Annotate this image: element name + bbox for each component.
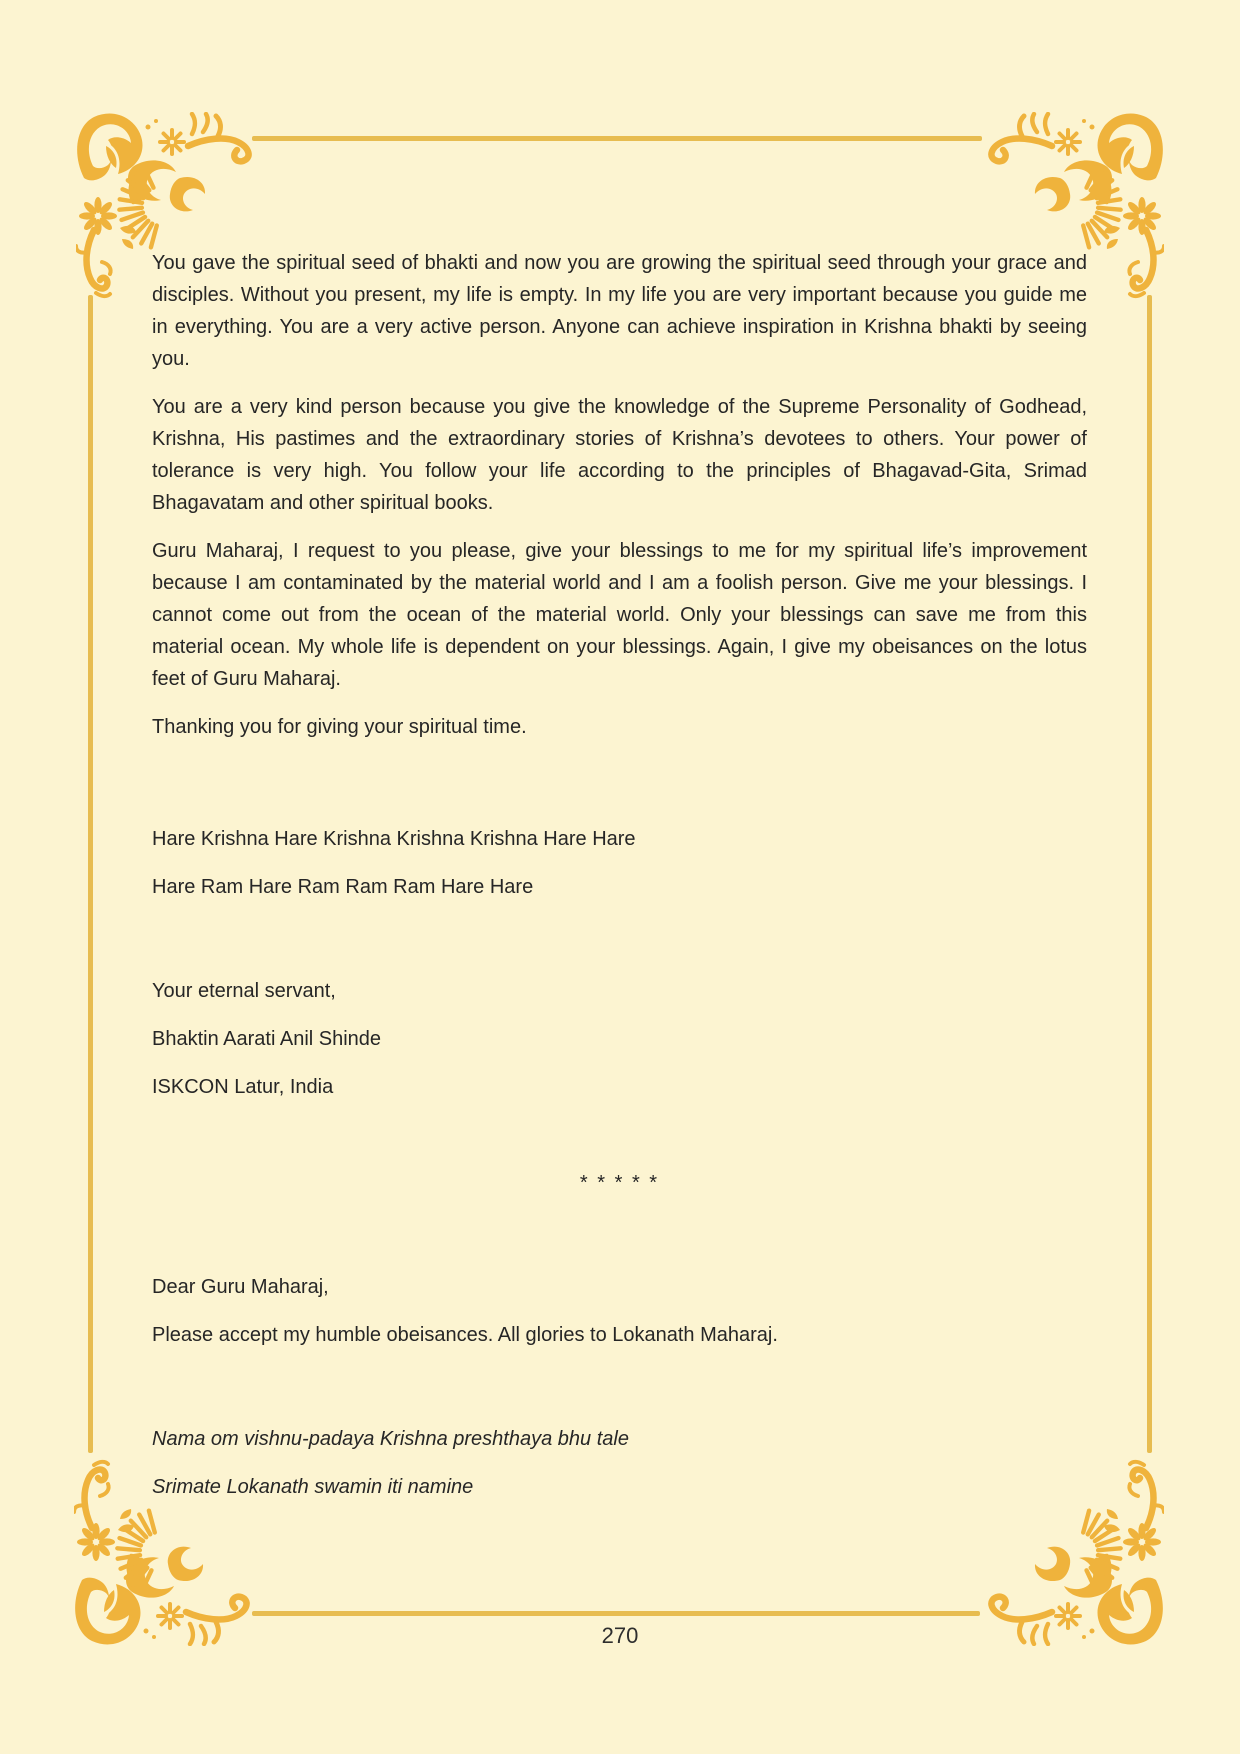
- spacer: [152, 1215, 1087, 1271]
- border-line-right: [1147, 295, 1152, 1453]
- letter-content: [152, 247, 1087, 1519]
- letter-paragraph: You gave the spiritual seed of bhakti and now you are growing the spiritual seed through your grace and disciples. Without you present, my life is empty. In my life you are very important because you guide me in everything. You are a very active person. Anyone can achieve inspiration in Krishna bhakti by seeing you.: [152, 252, 1087, 370]
- salutation: Dear Guru Maharaj,: [152, 1276, 329, 1298]
- spacer: [152, 1367, 1087, 1423]
- border-line-top: [252, 136, 982, 141]
- obeisance-line: Please accept my humble obeisances. All glories to Lokanath Maharaj.: [152, 1324, 778, 1346]
- letter-paragraph: Guru Maharaj, I request to you please, give your blessings to me for my spiritual life’s improvement because I am contaminated by the material world and I am a foolish person. Give me your blessings. I cannot come out from the ocean of the material world. Only your blessings can save me from this material ocean. My whole life is dependent on your blessings. Again, I give my obeisances on the lotus feet of Guru Maharaj.: [152, 540, 1087, 690]
- border-line-left: [88, 295, 93, 1453]
- signoff-location: ISKCON Latur, India: [152, 1076, 334, 1098]
- pranam-mantra-line: Srimate Lokanath swamin iti namine: [152, 1476, 474, 1498]
- page-number: 270: [601, 1623, 639, 1648]
- signoff-name: Bhaktin Aarati Anil Shinde: [152, 1028, 382, 1050]
- mantra-line: Hare Ram Hare Ram Ram Ram Hare Hare: [152, 876, 534, 898]
- letter-paragraph: You are a very kind person because you give the knowledge of the Supreme Personality of Godhead, Krishna, His pastimes and the extraordinary stories of Krishna’s devotees to others. Your power of tolerance is very high. You follow your life according to the principles of Bhagavad-Gita, Srimad Bhagavatam and other spiritual books.: [152, 396, 1087, 514]
- mantra-line: Hare Krishna Hare Krishna Krishna Krishna Hare Hare: [152, 828, 636, 850]
- border-line-bottom: [252, 1611, 980, 1616]
- pranam-mantra-line: Nama om vishnu-padaya Krishna preshthaya bhu tale: [152, 1428, 629, 1450]
- spacer: [152, 759, 1087, 823]
- letter-closing-line: Thanking you for giving your spiritual time.: [152, 716, 527, 738]
- signoff-line: Your eternal servant,: [152, 980, 336, 1002]
- section-separator: * * * * *: [579, 1172, 660, 1194]
- spacer: [152, 1119, 1087, 1167]
- spacer: [152, 919, 1087, 975]
